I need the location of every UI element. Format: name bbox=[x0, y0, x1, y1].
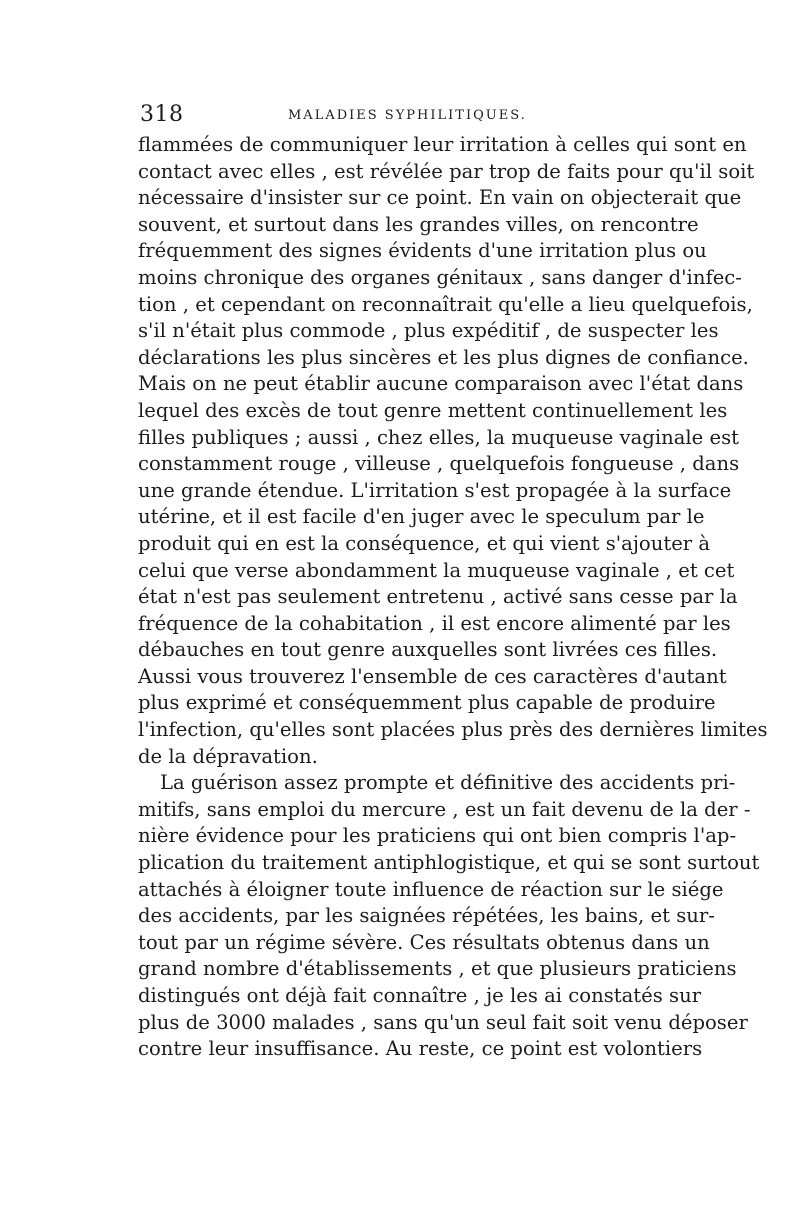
text-line: plus exprimé et conséquemment plus capable de produire bbox=[138, 691, 716, 715]
text-line: produit qui en est la conséquence, et qui vient s'ajouter à bbox=[138, 531, 711, 555]
text-line: distingués ont déjà fait connaître , je les ai constatés sur bbox=[138, 984, 702, 1007]
text-line: lequel des excès de tout genre mettent continuellement les bbox=[138, 398, 728, 422]
text-line: nière évidence pour les praticiens qui ont bien compris l'ap- bbox=[138, 824, 737, 848]
text-line: s'il n'était plus commode , plus expéditif , de suspecter les bbox=[138, 319, 719, 343]
text-line: débauches en tout genre auxquelles sont livrées ces filles. bbox=[138, 638, 718, 662]
text-line: des accidents, par les saignées répétées, les bains, et sur- bbox=[138, 904, 715, 928]
text-line: plication du traitement antiphlogistique, et qui se sont surtout bbox=[138, 851, 760, 875]
paragraph-2 bbox=[138, 770, 760, 1063]
text-line: flammées de communiquer leur irritation à celles qui sont en bbox=[138, 133, 747, 156]
text-line: constamment rouge , villeuse , quelquefois fongueuse , dans bbox=[138, 452, 740, 476]
body-text bbox=[138, 132, 768, 1063]
text-line: Aussi vous trouverez l'ensemble de ces caractères d'autant bbox=[138, 664, 727, 688]
text-line: mitifs, sans emploi du mercure , est un fait devenu de la der - bbox=[138, 797, 751, 821]
text-line: celui que verse abondamment la muqueuse vaginale , et cet bbox=[138, 558, 735, 582]
text-line: utérine, et il est facile d'en juger avec le speculum par le bbox=[138, 505, 705, 529]
text-line: contre leur insuffisance. Au reste, ce point est volontiers bbox=[138, 1037, 703, 1061]
text-line: plus de 3000 malades , sans qu'un seul fait soit venu déposer bbox=[138, 1010, 748, 1034]
text-line: souvent, et surtout dans les grandes villes, on rencontre bbox=[138, 212, 699, 236]
text-line: fréquemment des signes évidents d'une irritation plus ou bbox=[138, 239, 707, 263]
paragraph-1 bbox=[138, 132, 768, 770]
text-line: Mais on ne peut établir aucune comparaison avec l'état dans bbox=[138, 372, 744, 396]
text-line: moins chronique des organes génitaux , sans danger d'infec- bbox=[138, 265, 742, 289]
text-line: l'infection, qu'elles sont placées plus près des dernières limites bbox=[138, 718, 768, 742]
text-line: attachés à éloigner toute influence de réaction sur le siége bbox=[138, 877, 724, 901]
page-number: 318 bbox=[140, 102, 184, 127]
text-line: contact avec elles , est révélée par trop de faits pour qu'il soit bbox=[138, 159, 755, 183]
text-line: déclarations les plus sincères et les plus dignes de confiance. bbox=[138, 345, 749, 369]
text-line: fréquence de la cohabitation , il est encore alimenté par les bbox=[138, 611, 731, 635]
running-head bbox=[140, 100, 670, 130]
running-title: MALADIES SYPHILITIQUES. bbox=[288, 108, 527, 123]
text-line: La guérison assez prompte et définitive des accidents pri- bbox=[160, 771, 736, 795]
text-line: état n'est pas seulement entretenu , activé sans cesse par la bbox=[138, 585, 738, 609]
text-line: tout par un régime sévère. Ces résultats obtenus dans un bbox=[138, 930, 710, 954]
text-line: une grande étendue. L'irritation s'est propagée à la surface bbox=[138, 478, 732, 502]
text-line: filles publiques ; aussi , chez elles, la muqueuse vaginale est bbox=[138, 425, 740, 449]
text-line: tion , et cependant on reconnaîtrait qu'elle a lieu quelquefois, bbox=[138, 292, 753, 316]
text-line: grand nombre d'établissements , et que plusieurs praticiens bbox=[138, 957, 737, 981]
text-line: nécessaire d'insister sur ce point. En vain on objecterait que bbox=[138, 186, 742, 210]
text-line: de la dépravation. bbox=[138, 744, 318, 768]
